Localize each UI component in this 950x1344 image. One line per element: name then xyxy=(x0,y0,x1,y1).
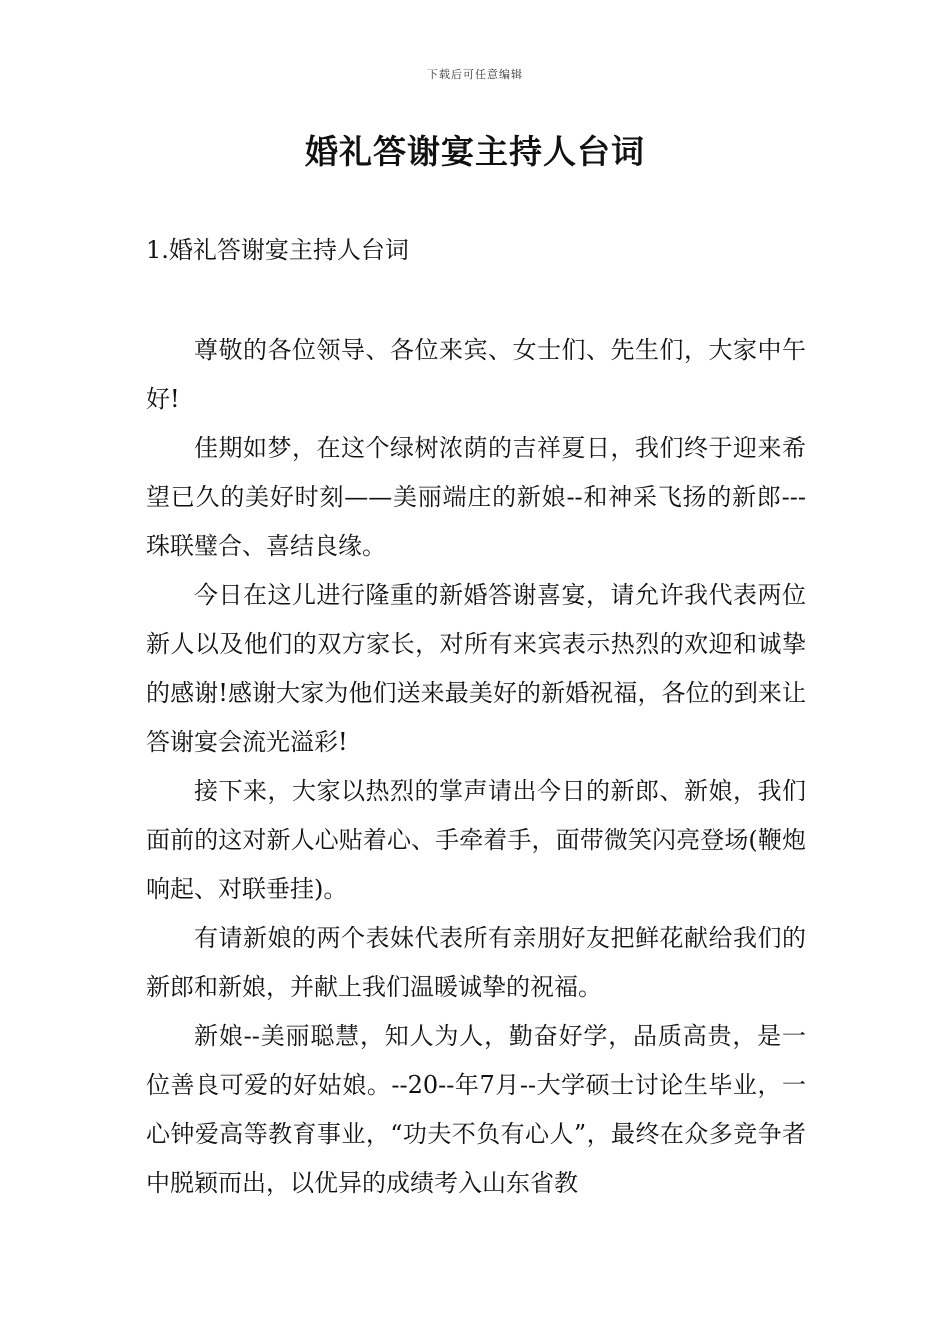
paragraph: 今日在这儿进行隆重的新婚答谢喜宴，请允许我代表两位新人以及他们的双方家长，对所有来宾表示热烈的欢迎和诚挚的感谢!感谢大家为他们送来最美好的新婚祝福，各位的到来让答谢宴会流光溢彩! xyxy=(146,581,806,756)
header-note: 下载后可任意编辑 xyxy=(427,68,523,81)
paragraph: 新娘--美丽聪慧，知人为人，勤奋好学，品质高贵，是一位善良可爱的好姑娘。--20--年7月--大学硕士讨论生毕业，一心钟爱高等教育事业，“功夫不负有心人”，最终在众多竞争者中脱颖而出，以优异的成绩考入山东省教 xyxy=(146,1022,806,1197)
paragraph: 佳期如梦，在这个绿树浓荫的吉祥夏日，我们终于迎来希望已久的美好时刻——美丽端庄的新娘--和神采飞扬的新郎---珠联璧合、喜结良缘。 xyxy=(146,434,806,560)
section-heading: 1.婚礼答谢宴主持人台词 xyxy=(146,236,409,264)
body-text xyxy=(146,326,806,1208)
document-title: 婚礼答谢宴主持人台词 xyxy=(305,132,645,171)
paragraph: 尊敬的各位领导、各位来宾、女士们、先生们，大家中午好! xyxy=(146,336,806,413)
paragraph: 接下来，大家以热烈的掌声请出今日的新郎、新娘，我们面前的这对新人心贴着心、手牵着手，面带微笑闪亮登场(鞭炮响起、对联垂挂)。 xyxy=(146,777,806,903)
paragraph: 有请新娘的两个表妹代表所有亲朋好友把鲜花献给我们的新郎和新娘，并献上我们温暖诚挚的祝福。 xyxy=(146,924,806,1001)
